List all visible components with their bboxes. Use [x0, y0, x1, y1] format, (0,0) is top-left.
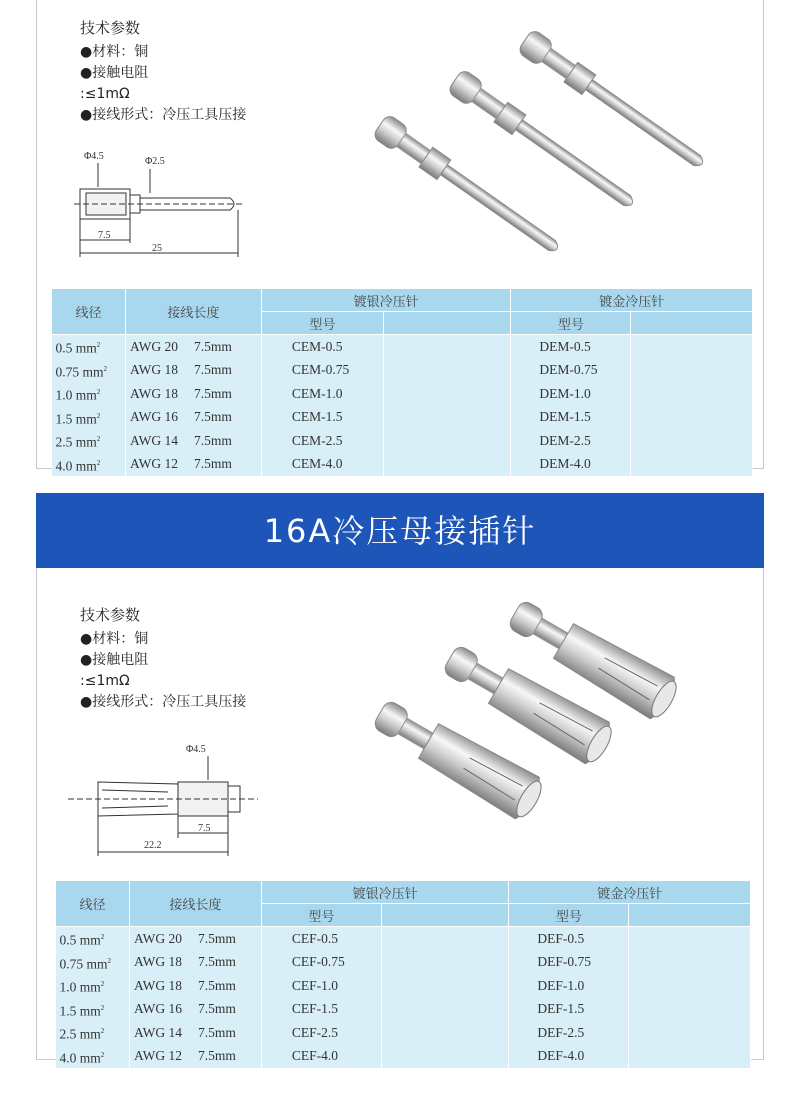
awg-value: AWG 16 [129, 409, 178, 425]
blank-cell [631, 359, 753, 383]
length-cell [125, 406, 261, 430]
gauge-cell: 0.5 $mm^2$ [52, 335, 126, 359]
blank-cell [629, 998, 751, 1022]
gauge-unit: mm [75, 458, 97, 473]
gauge-unit: mm [86, 956, 108, 971]
gold-model-cell: DEM-1.0 [511, 382, 631, 406]
length-value: 7.5mm [194, 385, 232, 401]
blank-cell [629, 974, 751, 998]
gauge-unit: mm [79, 979, 101, 995]
gauge-value: 0.5 [55, 340, 73, 356]
table-row [56, 974, 751, 998]
dim-crimp-label: 7.5 [198, 823, 211, 834]
gauge-unit: mm [75, 434, 97, 450]
header-blank [381, 904, 509, 927]
blank-cell [629, 927, 751, 951]
gauge-value: 4.0 [59, 1050, 77, 1065]
male-table-body [52, 335, 753, 477]
gold-model-cell: DEF-0.5 [509, 927, 629, 951]
gold-model-cell: DEM-1.5 [511, 406, 631, 430]
header-gauge: 线径 [56, 881, 130, 927]
blank-cell [631, 382, 753, 406]
gauge-unit: mm [79, 1050, 101, 1065]
male-pin-image-3 [517, 30, 710, 175]
gauge-unit: mm [75, 387, 97, 403]
table-row [52, 429, 753, 453]
length-cell [129, 1021, 261, 1045]
gauge-value: 1.5 [55, 411, 73, 426]
dim-head-label: Φ4.5 [186, 744, 206, 755]
header-model-silver: 型号 [261, 904, 381, 927]
spec-wiring: ●接线形式：冷压工具压接 [80, 107, 247, 123]
awg-value: AWG 14 [133, 1024, 182, 1040]
silver-model-cell: CEF-1.5 [261, 998, 381, 1022]
gold-model-cell: DEF-1.5 [509, 998, 629, 1022]
gauge-unit: mm [75, 340, 97, 356]
length-cell [125, 429, 261, 453]
header-gauge: 线径 [52, 289, 126, 335]
header-blank [629, 904, 751, 927]
awg-value: AWG 12 [133, 1048, 182, 1064]
silver-model-cell: CEF-0.5 [261, 927, 381, 951]
dim-pin-label: Φ2.5 [145, 156, 165, 167]
length-value: 7.5mm [198, 1001, 236, 1017]
awg-value: AWG 18 [129, 362, 178, 378]
dim-crimp-label: 7.5 [98, 230, 111, 241]
length-cell [129, 1045, 261, 1069]
length-value: 7.5mm [194, 456, 232, 472]
male-pin-photo [360, 30, 730, 260]
gauge-value: 1.0 [59, 979, 77, 995]
blank-cell [631, 453, 753, 477]
gold-model-cell: DEM-4.0 [511, 453, 631, 477]
length-cell [125, 382, 261, 406]
dim-total-label: 22.2 [144, 840, 162, 851]
table-row [52, 335, 753, 359]
header-length: 接线长度 [129, 881, 261, 927]
awg-value: AWG 20 [133, 930, 182, 946]
spec-resistance-label: ●接触电阻 [80, 652, 149, 668]
silver-model-cell: CEM-1.0 [261, 382, 383, 406]
spec-material: ●材料：铜 [80, 631, 149, 647]
gold-model-cell: DEF-1.0 [509, 974, 629, 998]
gold-model-cell: DEF-2.5 [509, 1021, 629, 1045]
length-value: 7.5mm [194, 338, 232, 354]
blank-cell [381, 974, 509, 998]
blank-cell [381, 927, 509, 951]
awg-value: AWG 12 [129, 456, 178, 472]
length-cell [125, 335, 261, 359]
length-cell [125, 359, 261, 383]
blank-cell [383, 429, 511, 453]
awg-value: AWG 18 [133, 954, 182, 970]
length-value: 7.5mm [198, 1048, 236, 1064]
silver-model-cell: CEF-4.0 [261, 1045, 381, 1069]
blank-cell [631, 429, 753, 453]
blank-cell [383, 382, 511, 406]
gauge-cell: 1.5 $mm^2$ [56, 998, 130, 1022]
header-model-gold: 型号 [511, 312, 631, 335]
gauge-cell: 4.0 $mm^2$ [52, 453, 126, 477]
gauge-unit: mm [82, 364, 104, 379]
section-banner [36, 493, 764, 569]
gauge-unit: mm [79, 1026, 101, 1042]
gold-model-cell: DEF-4.0 [509, 1045, 629, 1069]
blank-cell [381, 951, 509, 975]
gauge-value: 1.5 [59, 1003, 77, 1018]
silver-model-cell: CEM-0.5 [261, 335, 383, 359]
length-cell [129, 951, 261, 975]
gauge-value: 1.0 [55, 387, 73, 403]
table-row [52, 359, 753, 383]
length-cell [129, 998, 261, 1022]
gauge-cell: 0.75 $mm^2$ [56, 951, 130, 975]
length-value: 7.5mm [198, 977, 236, 993]
length-value: 7.5mm [198, 1024, 236, 1040]
header-gold: 镀金冷压针 [511, 289, 753, 312]
gauge-value: 0.75 [59, 956, 84, 971]
silver-model-cell: CEM-2.5 [261, 429, 383, 453]
spec-title: 技术参数 [80, 606, 141, 624]
length-cell [129, 974, 261, 998]
silver-model-cell: CEF-1.0 [261, 974, 381, 998]
length-cell [125, 453, 261, 477]
blank-cell [383, 453, 511, 477]
female-spec-table [55, 880, 751, 1068]
blank-cell [629, 1021, 751, 1045]
blank-cell [383, 335, 511, 359]
awg-value: AWG 18 [129, 385, 178, 401]
header-gold: 镀金冷压针 [509, 881, 751, 904]
gauge-cell: 0.75 $mm^2$ [52, 359, 126, 383]
length-value: 7.5mm [194, 362, 232, 378]
female-table-body [56, 927, 751, 1069]
blank-cell [629, 951, 751, 975]
blank-cell [383, 359, 511, 383]
banner-title: 16A冷压母接插针 [263, 512, 537, 550]
gauge-unit: mm [79, 932, 101, 948]
spec-wiring: ●接线形式：冷压工具压接 [80, 694, 247, 710]
header-blank [631, 312, 753, 335]
silver-model-cell: CEM-0.75 [261, 359, 383, 383]
blank-cell [631, 335, 753, 359]
length-value: 7.5mm [194, 432, 232, 448]
table-row [56, 951, 751, 975]
gold-model-cell: DEM-0.75 [511, 359, 631, 383]
female-pin-drawing [68, 738, 258, 858]
table-row [52, 406, 753, 430]
header-silver: 镀银冷压针 [261, 289, 511, 312]
table-row [52, 382, 753, 406]
gauge-value: 0.5 [59, 932, 77, 948]
awg-value: AWG 20 [129, 338, 178, 354]
female-spec-list [80, 605, 246, 713]
silver-model-cell: CEM-1.5 [261, 406, 383, 430]
spec-resistance-value: :≤1mΩ [80, 673, 130, 689]
gauge-cell: 1.0 $mm^2$ [56, 974, 130, 998]
awg-value: AWG 18 [133, 977, 182, 993]
gauge-cell: 4.0 $mm^2$ [56, 1045, 130, 1069]
silver-model-cell: CEF-2.5 [261, 1021, 381, 1045]
length-value: 7.5mm [194, 409, 232, 425]
table-row [52, 453, 753, 477]
gold-model-cell: DEM-2.5 [511, 429, 631, 453]
gold-model-cell: DEM-0.5 [511, 335, 631, 359]
gauge-value: 2.5 [59, 1026, 77, 1042]
spec-title: 技术参数 [80, 19, 141, 37]
silver-model-cell: CEM-4.0 [261, 453, 383, 477]
table-row [56, 927, 751, 951]
female-pin-photo [360, 598, 730, 828]
awg-value: AWG 14 [129, 432, 178, 448]
dim-total-label: 25 [152, 243, 162, 254]
length-value: 7.5mm [198, 954, 236, 970]
blank-cell [383, 406, 511, 430]
blank-cell [629, 1045, 751, 1069]
table-row [56, 998, 751, 1022]
header-silver: 镀银冷压针 [261, 881, 509, 904]
header-length: 接线长度 [125, 289, 261, 335]
table-row [56, 1021, 751, 1045]
gauge-cell: 2.5 $mm^2$ [56, 1021, 130, 1045]
gold-model-cell: DEF-0.75 [509, 951, 629, 975]
gauge-value: 0.75 [55, 364, 80, 379]
awg-value: AWG 16 [133, 1001, 182, 1017]
length-value: 7.5mm [198, 930, 236, 946]
gauge-cell: 1.5 $mm^2$ [52, 406, 126, 430]
gauge-value: 2.5 [55, 434, 73, 450]
header-model-gold: 型号 [509, 904, 629, 927]
header-blank [383, 312, 511, 335]
gauge-unit: mm [75, 411, 97, 426]
gauge-cell: 1.0 $mm^2$ [52, 382, 126, 406]
blank-cell [381, 998, 509, 1022]
male-spec-list [80, 18, 246, 126]
length-cell [129, 927, 261, 951]
table-row [56, 1045, 751, 1069]
spec-resistance-label: ●接触电阻 [80, 65, 149, 81]
gauge-unit: mm [79, 1003, 101, 1018]
blank-cell [381, 1045, 509, 1069]
male-pin-drawing [70, 145, 250, 260]
spec-resistance-value: :≤1mΩ [80, 86, 130, 102]
header-model-silver: 型号 [261, 312, 383, 335]
male-spec-table [51, 288, 753, 476]
gauge-cell: 2.5 $mm^2$ [52, 429, 126, 453]
blank-cell [631, 406, 753, 430]
gauge-value: 4.0 [55, 458, 73, 473]
blank-cell [381, 1021, 509, 1045]
spec-material: ●材料：铜 [80, 44, 149, 60]
gauge-cell: 0.5 $mm^2$ [56, 927, 130, 951]
silver-model-cell: CEF-0.75 [261, 951, 381, 975]
dim-head-label: Φ4.5 [84, 151, 104, 162]
